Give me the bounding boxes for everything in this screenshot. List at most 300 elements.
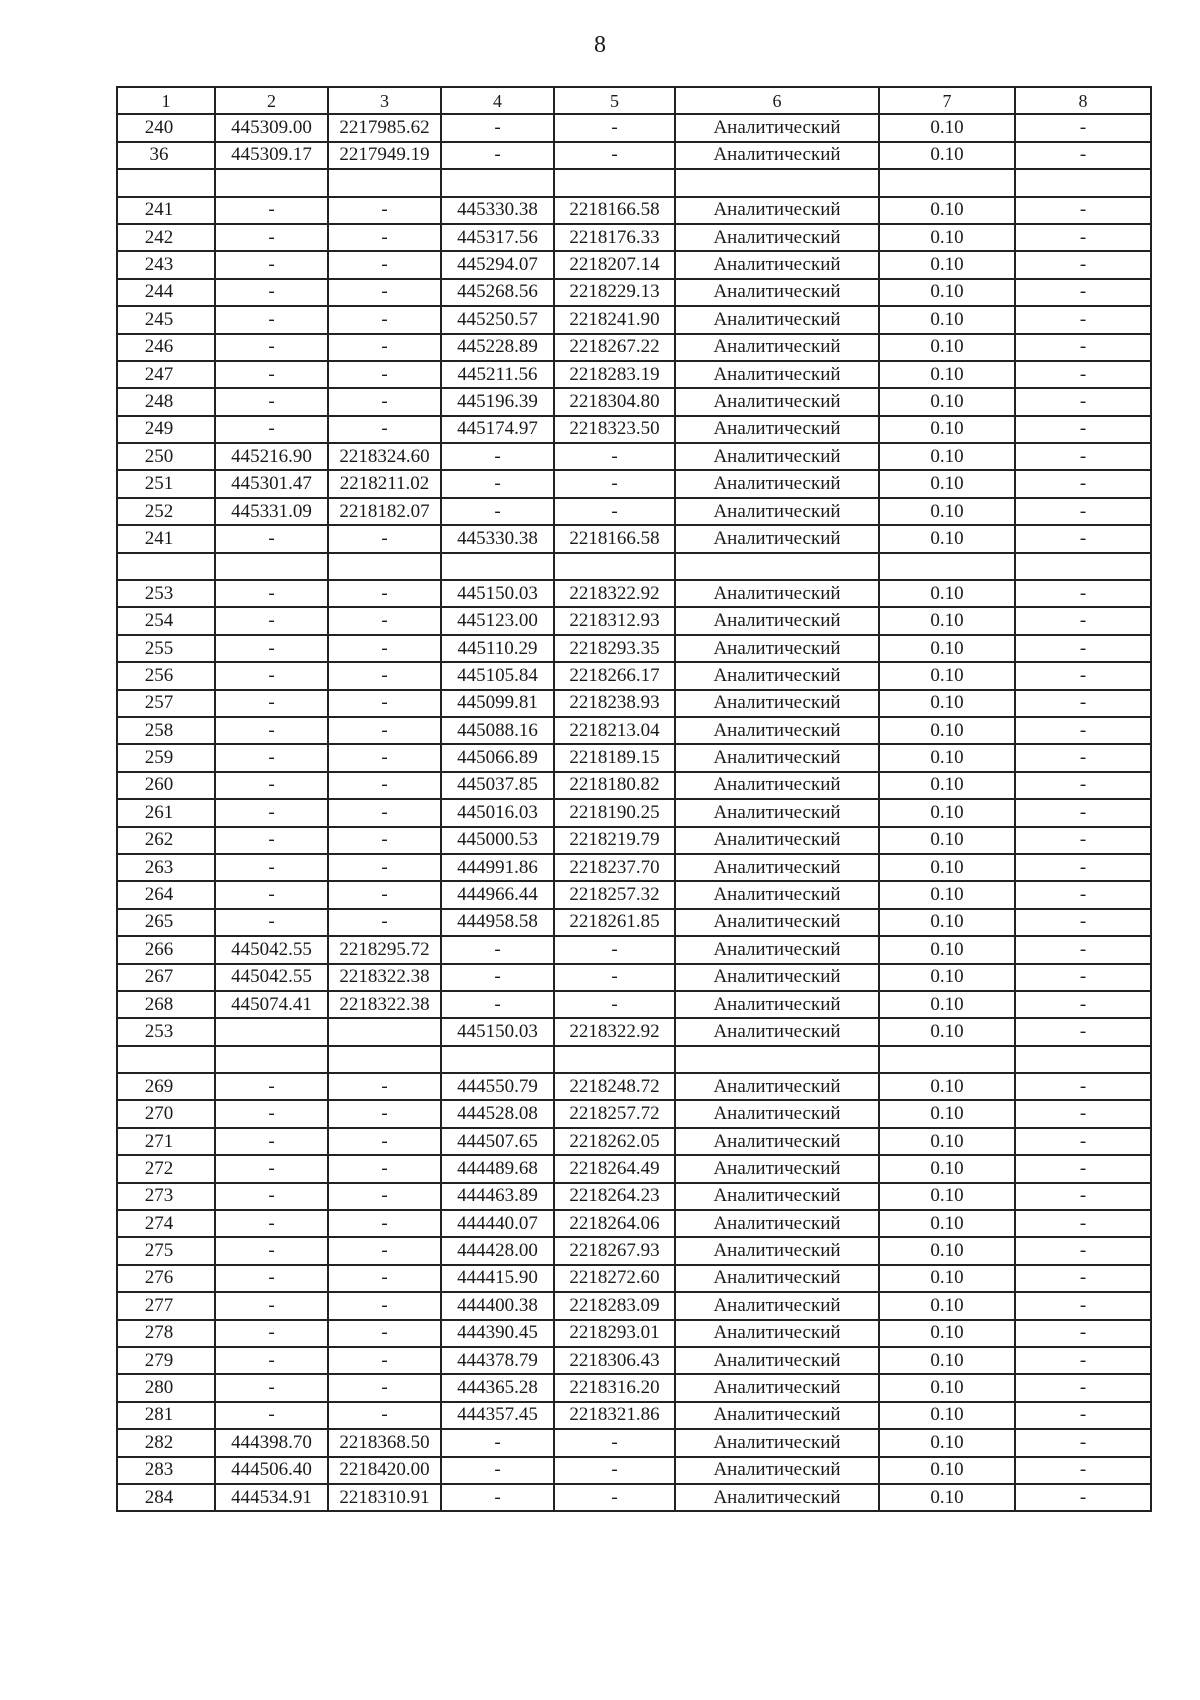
method-cell: Аналитический bbox=[675, 1292, 879, 1319]
new-x-cell: 444400.38 bbox=[441, 1292, 554, 1319]
old-y-cell: - bbox=[328, 772, 441, 799]
note-cell: - bbox=[1015, 690, 1151, 717]
old-y-cell: 2218322.38 bbox=[328, 964, 441, 991]
old-x-cell: - bbox=[215, 361, 328, 388]
note-cell: - bbox=[1015, 1457, 1151, 1484]
new-x-cell: 445110.29 bbox=[441, 635, 554, 662]
note-cell: - bbox=[1015, 251, 1151, 278]
method-cell: Аналитический bbox=[675, 224, 879, 251]
old-y-cell: - bbox=[328, 416, 441, 443]
new-x-cell: 444415.90 bbox=[441, 1265, 554, 1292]
note-cell: - bbox=[1015, 1265, 1151, 1292]
old-x-cell bbox=[215, 553, 328, 580]
new-x-cell bbox=[441, 169, 554, 196]
new-x-cell: - bbox=[441, 964, 554, 991]
new-x-cell: 445268.56 bbox=[441, 279, 554, 306]
new-x-cell: 444489.68 bbox=[441, 1155, 554, 1182]
old-x-cell: - bbox=[215, 197, 328, 224]
old-x-cell: 445074.41 bbox=[215, 991, 328, 1018]
table-row bbox=[117, 881, 1151, 908]
new-x-cell: 445330.38 bbox=[441, 525, 554, 552]
table-row bbox=[117, 1237, 1151, 1264]
point-number-cell: 244 bbox=[117, 279, 215, 306]
note-cell: - bbox=[1015, 1374, 1151, 1401]
accuracy-cell: 0.10 bbox=[879, 1100, 1015, 1127]
point-number-cell bbox=[117, 553, 215, 580]
table-row bbox=[117, 1402, 1151, 1429]
point-number-cell: 263 bbox=[117, 854, 215, 881]
new-x-cell: 444357.45 bbox=[441, 1402, 554, 1429]
point-number-cell: 281 bbox=[117, 1402, 215, 1429]
point-number-cell: 245 bbox=[117, 306, 215, 333]
new-y-cell: 2218257.72 bbox=[554, 1100, 675, 1127]
accuracy-cell: 0.10 bbox=[879, 1457, 1015, 1484]
new-y-cell: 2218322.92 bbox=[554, 1018, 675, 1045]
table-row bbox=[117, 580, 1151, 607]
new-y-cell: 2218293.35 bbox=[554, 635, 675, 662]
point-number-cell: 243 bbox=[117, 251, 215, 278]
old-x-cell: - bbox=[215, 1347, 328, 1374]
point-number-cell: 254 bbox=[117, 607, 215, 634]
new-x-cell: - bbox=[441, 443, 554, 470]
table-row bbox=[117, 1128, 1151, 1155]
old-y-cell: 2218368.50 bbox=[328, 1429, 441, 1456]
old-y-cell: - bbox=[328, 1374, 441, 1401]
new-x-cell: 444428.00 bbox=[441, 1237, 554, 1264]
new-y-cell: 2218264.23 bbox=[554, 1183, 675, 1210]
method-cell: Аналитический bbox=[675, 1073, 879, 1100]
old-x-cell: - bbox=[215, 854, 328, 881]
new-y-cell: 2218219.79 bbox=[554, 827, 675, 854]
point-number-cell: 279 bbox=[117, 1347, 215, 1374]
accuracy-cell: 0.10 bbox=[879, 224, 1015, 251]
new-x-cell: - bbox=[441, 470, 554, 497]
method-cell: Аналитический bbox=[675, 580, 879, 607]
method-cell: Аналитический bbox=[675, 881, 879, 908]
note-cell: - bbox=[1015, 306, 1151, 333]
accuracy-cell: 0.10 bbox=[879, 142, 1015, 169]
old-y-cell: - bbox=[328, 361, 441, 388]
point-number-cell: 253 bbox=[117, 580, 215, 607]
new-y-cell bbox=[554, 169, 675, 196]
old-y-cell: - bbox=[328, 799, 441, 826]
note-cell: - bbox=[1015, 936, 1151, 963]
method-cell: Аналитический bbox=[675, 388, 879, 415]
old-x-cell: 444506.40 bbox=[215, 1457, 328, 1484]
table-row bbox=[117, 1265, 1151, 1292]
old-y-cell: - bbox=[328, 607, 441, 634]
new-x-cell: 445066.89 bbox=[441, 744, 554, 771]
accuracy-cell: 0.10 bbox=[879, 1374, 1015, 1401]
accuracy-cell: 0.10 bbox=[879, 1155, 1015, 1182]
new-x-cell: 444507.65 bbox=[441, 1128, 554, 1155]
note-cell: - bbox=[1015, 1128, 1151, 1155]
point-number-cell bbox=[117, 1046, 215, 1073]
accuracy-cell: 0.10 bbox=[879, 662, 1015, 689]
old-y-cell: - bbox=[328, 306, 441, 333]
old-x-cell: 445331.09 bbox=[215, 498, 328, 525]
accuracy-cell: 0.10 bbox=[879, 1018, 1015, 1045]
column-header-5: 5 bbox=[554, 87, 675, 114]
new-y-cell: 2218266.17 bbox=[554, 662, 675, 689]
new-y-cell: 2218207.14 bbox=[554, 251, 675, 278]
accuracy-cell: 0.10 bbox=[879, 1265, 1015, 1292]
table-row bbox=[117, 1374, 1151, 1401]
new-x-cell: 444550.79 bbox=[441, 1073, 554, 1100]
new-y-cell: 2218283.09 bbox=[554, 1292, 675, 1319]
old-x-cell: - bbox=[215, 525, 328, 552]
table-row bbox=[117, 991, 1151, 1018]
new-y-cell: 2218248.72 bbox=[554, 1073, 675, 1100]
old-y-cell bbox=[328, 169, 441, 196]
method-cell: Аналитический bbox=[675, 443, 879, 470]
old-y-cell: - bbox=[328, 1128, 441, 1155]
method-cell: Аналитический bbox=[675, 498, 879, 525]
accuracy-cell: 0.10 bbox=[879, 197, 1015, 224]
point-number-cell: 272 bbox=[117, 1155, 215, 1182]
method-cell: Аналитический bbox=[675, 142, 879, 169]
old-y-cell: - bbox=[328, 854, 441, 881]
new-y-cell: - bbox=[554, 1484, 675, 1511]
point-number-cell: 276 bbox=[117, 1265, 215, 1292]
point-number-cell: 247 bbox=[117, 361, 215, 388]
old-x-cell: 445309.00 bbox=[215, 114, 328, 141]
new-y-cell: - bbox=[554, 443, 675, 470]
table-row bbox=[117, 470, 1151, 497]
old-y-cell: - bbox=[328, 251, 441, 278]
old-y-cell: - bbox=[328, 1347, 441, 1374]
old-y-cell bbox=[328, 1018, 441, 1045]
old-y-cell: - bbox=[328, 334, 441, 361]
note-cell: - bbox=[1015, 662, 1151, 689]
old-y-cell: - bbox=[328, 1210, 441, 1237]
accuracy-cell: 0.10 bbox=[879, 881, 1015, 908]
old-y-cell: - bbox=[328, 525, 441, 552]
table-row bbox=[117, 416, 1151, 443]
new-x-cell: 444966.44 bbox=[441, 881, 554, 908]
point-number-cell: 273 bbox=[117, 1183, 215, 1210]
old-y-cell: 2218295.72 bbox=[328, 936, 441, 963]
new-y-cell: 2218237.70 bbox=[554, 854, 675, 881]
new-x-cell: 445105.84 bbox=[441, 662, 554, 689]
note-cell: - bbox=[1015, 1347, 1151, 1374]
note-cell: - bbox=[1015, 443, 1151, 470]
accuracy-cell: 0.10 bbox=[879, 1073, 1015, 1100]
note-cell: - bbox=[1015, 361, 1151, 388]
point-number-cell: 250 bbox=[117, 443, 215, 470]
old-y-cell: - bbox=[328, 717, 441, 744]
note-cell: - bbox=[1015, 717, 1151, 744]
old-y-cell: - bbox=[328, 1183, 441, 1210]
header-row bbox=[117, 87, 1151, 114]
method-cell: Аналитический bbox=[675, 607, 879, 634]
table-row bbox=[117, 388, 1151, 415]
method-cell: Аналитический bbox=[675, 251, 879, 278]
new-x-cell: 445330.38 bbox=[441, 197, 554, 224]
accuracy-cell bbox=[879, 1046, 1015, 1073]
point-number-cell: 246 bbox=[117, 334, 215, 361]
new-x-cell: 444365.28 bbox=[441, 1374, 554, 1401]
method-cell: Аналитический bbox=[675, 1429, 879, 1456]
note-cell: - bbox=[1015, 388, 1151, 415]
new-y-cell: 2218166.58 bbox=[554, 525, 675, 552]
note-cell: - bbox=[1015, 1484, 1151, 1511]
old-x-cell: - bbox=[215, 607, 328, 634]
new-y-cell: 2218262.05 bbox=[554, 1128, 675, 1155]
method-cell: Аналитический bbox=[675, 334, 879, 361]
table-row bbox=[117, 936, 1151, 963]
point-number-cell: 257 bbox=[117, 690, 215, 717]
point-number-cell: 249 bbox=[117, 416, 215, 443]
note-cell: - bbox=[1015, 416, 1151, 443]
accuracy-cell: 0.10 bbox=[879, 580, 1015, 607]
note-cell: - bbox=[1015, 635, 1151, 662]
table-body bbox=[117, 87, 1151, 1511]
accuracy-cell: 0.10 bbox=[879, 635, 1015, 662]
method-cell: Аналитический bbox=[675, 1100, 879, 1127]
new-x-cell: - bbox=[441, 142, 554, 169]
accuracy-cell: 0.10 bbox=[879, 991, 1015, 1018]
old-x-cell: - bbox=[215, 799, 328, 826]
table-row bbox=[117, 251, 1151, 278]
note-cell: - bbox=[1015, 1320, 1151, 1347]
old-y-cell: - bbox=[328, 827, 441, 854]
old-x-cell: 445301.47 bbox=[215, 470, 328, 497]
table-row bbox=[117, 799, 1151, 826]
point-number-cell: 283 bbox=[117, 1457, 215, 1484]
new-x-cell: 445317.56 bbox=[441, 224, 554, 251]
old-x-cell: - bbox=[215, 1320, 328, 1347]
column-header-8: 8 bbox=[1015, 87, 1151, 114]
old-x-cell: - bbox=[215, 909, 328, 936]
note-cell: - bbox=[1015, 334, 1151, 361]
new-y-cell: - bbox=[554, 991, 675, 1018]
old-y-cell: - bbox=[328, 580, 441, 607]
method-cell: Аналитический bbox=[675, 1457, 879, 1484]
new-y-cell: - bbox=[554, 964, 675, 991]
table-row bbox=[117, 224, 1151, 251]
accuracy-cell: 0.10 bbox=[879, 1402, 1015, 1429]
accuracy-cell: 0.10 bbox=[879, 1128, 1015, 1155]
accuracy-cell: 0.10 bbox=[879, 443, 1015, 470]
old-y-cell bbox=[328, 553, 441, 580]
point-number-cell: 264 bbox=[117, 881, 215, 908]
new-x-cell: - bbox=[441, 936, 554, 963]
table-row bbox=[117, 1484, 1151, 1511]
table-row bbox=[117, 1018, 1151, 1045]
table-row bbox=[117, 1457, 1151, 1484]
accuracy-cell: 0.10 bbox=[879, 416, 1015, 443]
table-row bbox=[117, 909, 1151, 936]
new-x-cell: 444378.79 bbox=[441, 1347, 554, 1374]
table-row bbox=[117, 361, 1151, 388]
point-number-cell: 266 bbox=[117, 936, 215, 963]
point-number-cell: 275 bbox=[117, 1237, 215, 1264]
old-y-cell: - bbox=[328, 1265, 441, 1292]
point-number-cell: 255 bbox=[117, 635, 215, 662]
new-y-cell: 2218264.06 bbox=[554, 1210, 675, 1237]
new-y-cell: 2218190.25 bbox=[554, 799, 675, 826]
table-row bbox=[117, 717, 1151, 744]
table-row bbox=[117, 1073, 1151, 1100]
method-cell: Аналитический bbox=[675, 717, 879, 744]
old-x-cell: - bbox=[215, 662, 328, 689]
old-y-cell: - bbox=[328, 279, 441, 306]
accuracy-cell: 0.10 bbox=[879, 525, 1015, 552]
new-y-cell: 2218321.86 bbox=[554, 1402, 675, 1429]
old-x-cell bbox=[215, 1018, 328, 1045]
old-y-cell: 2218324.60 bbox=[328, 443, 441, 470]
page-number: 8 bbox=[594, 32, 606, 58]
note-cell: - bbox=[1015, 142, 1151, 169]
old-x-cell: - bbox=[215, 744, 328, 771]
method-cell: Аналитический bbox=[675, 690, 879, 717]
method-cell: Аналитический bbox=[675, 1347, 879, 1374]
table-row bbox=[117, 1183, 1151, 1210]
new-y-cell: - bbox=[554, 1457, 675, 1484]
new-y-cell: 2218229.13 bbox=[554, 279, 675, 306]
new-x-cell: 445250.57 bbox=[441, 306, 554, 333]
old-x-cell: - bbox=[215, 772, 328, 799]
old-y-cell: - bbox=[328, 1155, 441, 1182]
method-cell: Аналитический bbox=[675, 854, 879, 881]
old-y-cell: - bbox=[328, 1320, 441, 1347]
new-x-cell: 444440.07 bbox=[441, 1210, 554, 1237]
old-x-cell: - bbox=[215, 334, 328, 361]
accuracy-cell bbox=[879, 553, 1015, 580]
old-x-cell: - bbox=[215, 1100, 328, 1127]
old-y-cell: - bbox=[328, 881, 441, 908]
new-x-cell: - bbox=[441, 991, 554, 1018]
old-x-cell: - bbox=[215, 251, 328, 278]
new-y-cell: 2218316.20 bbox=[554, 1374, 675, 1401]
old-x-cell: - bbox=[215, 1073, 328, 1100]
new-x-cell: 445088.16 bbox=[441, 717, 554, 744]
note-cell: - bbox=[1015, 991, 1151, 1018]
point-number-cell: 270 bbox=[117, 1100, 215, 1127]
old-x-cell: - bbox=[215, 1183, 328, 1210]
new-x-cell: 445099.81 bbox=[441, 690, 554, 717]
new-y-cell: 2218267.93 bbox=[554, 1237, 675, 1264]
column-header-3: 3 bbox=[328, 87, 441, 114]
note-cell: - bbox=[1015, 799, 1151, 826]
point-number-cell: 271 bbox=[117, 1128, 215, 1155]
note-cell bbox=[1015, 553, 1151, 580]
new-x-cell: 444528.08 bbox=[441, 1100, 554, 1127]
old-y-cell: - bbox=[328, 224, 441, 251]
table-row bbox=[117, 1347, 1151, 1374]
new-x-cell: 445123.00 bbox=[441, 607, 554, 634]
accuracy-cell: 0.10 bbox=[879, 1292, 1015, 1319]
new-x-cell: 445294.07 bbox=[441, 251, 554, 278]
old-x-cell: - bbox=[215, 881, 328, 908]
accuracy-cell: 0.10 bbox=[879, 1210, 1015, 1237]
old-x-cell: - bbox=[215, 1155, 328, 1182]
new-y-cell: 2218283.19 bbox=[554, 361, 675, 388]
table-row bbox=[117, 525, 1151, 552]
note-cell: - bbox=[1015, 1018, 1151, 1045]
old-x-cell: - bbox=[215, 827, 328, 854]
accuracy-cell: 0.10 bbox=[879, 607, 1015, 634]
old-y-cell: - bbox=[328, 1402, 441, 1429]
point-number-cell: 242 bbox=[117, 224, 215, 251]
accuracy-cell bbox=[879, 169, 1015, 196]
table-row bbox=[117, 690, 1151, 717]
point-number-cell: 278 bbox=[117, 1320, 215, 1347]
point-number-cell: 258 bbox=[117, 717, 215, 744]
new-x-cell bbox=[441, 553, 554, 580]
old-x-cell: 445042.55 bbox=[215, 936, 328, 963]
method-cell: Аналитический bbox=[675, 744, 879, 771]
point-number-cell: 256 bbox=[117, 662, 215, 689]
new-y-cell: 2218306.43 bbox=[554, 1347, 675, 1374]
old-x-cell: - bbox=[215, 224, 328, 251]
point-number-cell: 274 bbox=[117, 1210, 215, 1237]
accuracy-cell: 0.10 bbox=[879, 251, 1015, 278]
method-cell: Аналитический bbox=[675, 1484, 879, 1511]
column-header-6: 6 bbox=[675, 87, 879, 114]
new-y-cell: 2218323.50 bbox=[554, 416, 675, 443]
accuracy-cell: 0.10 bbox=[879, 799, 1015, 826]
accuracy-cell: 0.10 bbox=[879, 772, 1015, 799]
note-cell: - bbox=[1015, 470, 1151, 497]
accuracy-cell: 0.10 bbox=[879, 1429, 1015, 1456]
accuracy-cell: 0.10 bbox=[879, 1237, 1015, 1264]
note-cell: - bbox=[1015, 197, 1151, 224]
accuracy-cell: 0.10 bbox=[879, 1484, 1015, 1511]
old-y-cell: 2217985.62 bbox=[328, 114, 441, 141]
old-y-cell: - bbox=[328, 744, 441, 771]
note-cell bbox=[1015, 1046, 1151, 1073]
new-x-cell: 445211.56 bbox=[441, 361, 554, 388]
point-number-cell: 248 bbox=[117, 388, 215, 415]
table-row bbox=[117, 964, 1151, 991]
point-number-cell: 268 bbox=[117, 991, 215, 1018]
new-x-cell: - bbox=[441, 498, 554, 525]
table-row bbox=[117, 334, 1151, 361]
old-y-cell: - bbox=[328, 197, 441, 224]
old-x-cell: - bbox=[215, 717, 328, 744]
note-cell: - bbox=[1015, 854, 1151, 881]
new-x-cell: 445196.39 bbox=[441, 388, 554, 415]
accuracy-cell: 0.10 bbox=[879, 306, 1015, 333]
point-number-cell bbox=[117, 169, 215, 196]
note-cell: - bbox=[1015, 909, 1151, 936]
note-cell: - bbox=[1015, 1155, 1151, 1182]
table-row bbox=[117, 1320, 1151, 1347]
accuracy-cell: 0.10 bbox=[879, 964, 1015, 991]
old-x-cell bbox=[215, 169, 328, 196]
method-cell: Аналитический bbox=[675, 772, 879, 799]
old-y-cell: - bbox=[328, 909, 441, 936]
accuracy-cell: 0.10 bbox=[879, 1183, 1015, 1210]
new-y-cell bbox=[554, 1046, 675, 1073]
new-x-cell: 445150.03 bbox=[441, 580, 554, 607]
note-cell: - bbox=[1015, 772, 1151, 799]
old-y-cell: 2218310.91 bbox=[328, 1484, 441, 1511]
point-number-cell: 267 bbox=[117, 964, 215, 991]
method-cell: Аналитический bbox=[675, 1128, 879, 1155]
new-y-cell: 2218180.82 bbox=[554, 772, 675, 799]
method-cell: Аналитический bbox=[675, 197, 879, 224]
table-row bbox=[117, 114, 1151, 141]
old-x-cell bbox=[215, 1046, 328, 1073]
table-row bbox=[117, 1292, 1151, 1319]
table-row bbox=[117, 772, 1151, 799]
method-cell: Аналитический bbox=[675, 964, 879, 991]
point-number-cell: 251 bbox=[117, 470, 215, 497]
old-y-cell: 2217949.19 bbox=[328, 142, 441, 169]
